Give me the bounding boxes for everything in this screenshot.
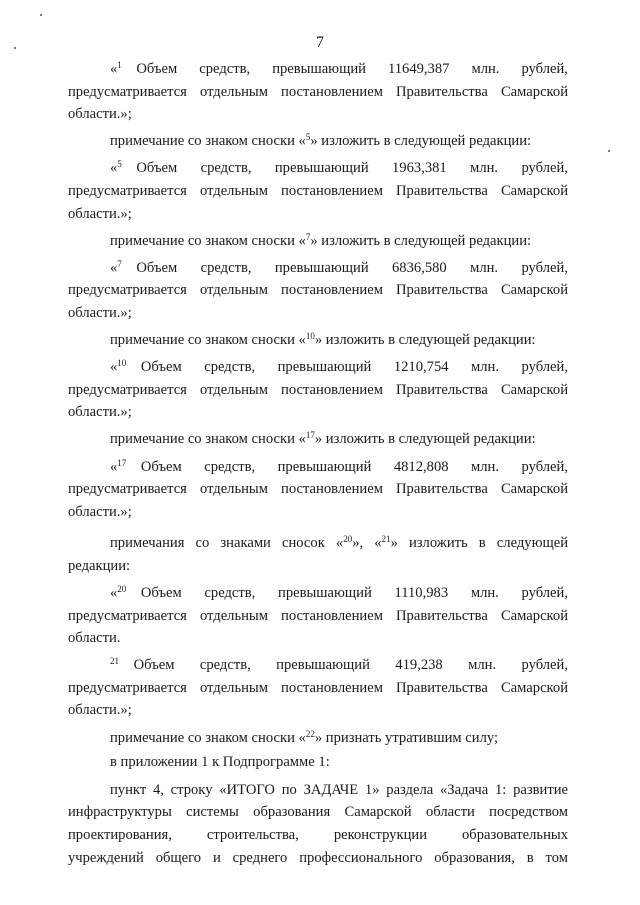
footnote-first-line xyxy=(68,356,568,379)
footnote-word: 419,238 xyxy=(395,657,443,674)
footnote-line-2: предусматривается отдельным постановлением Правительства Самарской xyxy=(68,481,568,498)
instruction-line: примечание со знаком сноски «$^{10}$» изложить в следующей редакции: xyxy=(110,331,536,349)
footnote-word-first: «$^7$ Объем xyxy=(110,258,178,276)
footnote-word: средств, xyxy=(200,160,252,177)
footnote-word: млн. xyxy=(471,359,500,376)
instruction-line: примечание со знаком сноски «$^{17}$» изложить в следующей редакции: xyxy=(110,430,536,448)
footnote-word: 6836,580 xyxy=(392,259,447,276)
footnote-marker: 10 xyxy=(305,331,315,342)
footnote-line-2: предусматривается отдельным постановлением Правительства Самарской xyxy=(68,83,568,100)
footnote-marker: 7 xyxy=(305,231,311,242)
footnote-line-3: области.»; xyxy=(68,304,132,321)
footnote-text xyxy=(68,58,568,126)
footnote-word: 1963,381 xyxy=(392,160,447,177)
footnote-text xyxy=(68,157,568,225)
footnote-text xyxy=(68,456,568,524)
footnote-word: превышающий xyxy=(277,458,372,475)
footnote-marker: 20 xyxy=(117,583,127,594)
footnote-marker: 7 xyxy=(117,258,122,269)
footnote-line-2: предусматривается отдельным постановлением Правительства Самарской xyxy=(68,282,568,299)
footnote-word: превышающий xyxy=(276,657,370,674)
footnote-word: рублей, xyxy=(521,584,568,601)
footnote-line-3: области.»; xyxy=(68,404,132,421)
footnote-line-2: предусматривается отдельным постановлением Правительства Самарской xyxy=(68,381,568,398)
instruction-notes-20-21-cont: редакции: xyxy=(68,557,131,574)
footnote-word: средств, xyxy=(204,458,256,475)
footnote-line-3: области. xyxy=(68,630,121,647)
footnote-line-2: предусматривается отдельным постановлением Правительства Самарской xyxy=(68,182,568,199)
footnote-line-3: области.»; xyxy=(68,205,132,222)
footnote-line-3: области.»; xyxy=(68,106,132,123)
footnote-marker: 10 xyxy=(117,358,127,369)
footnote-word: средств, xyxy=(204,584,256,601)
final-line-4: учреждений общего и среднего профессионального образования, в том xyxy=(68,849,568,866)
footnote-line-2: предусматривается отдельным постановлением Правительства Самарской xyxy=(68,607,568,624)
footnote-word: млн. xyxy=(471,61,500,77)
instruction-line: примечание со знаком сноски «$^7$» изложить в следующей редакции: xyxy=(110,231,532,249)
footnote-line-3: области.»; xyxy=(68,702,132,719)
footnote-word: млн. xyxy=(470,259,499,276)
footnote-word: превышающий xyxy=(278,584,372,601)
footnote-word: рублей, xyxy=(521,259,568,276)
footnote-word: рублей, xyxy=(521,61,568,77)
footnote-word-first: «$^{20}$ Объем xyxy=(110,583,182,601)
page-number: 7 xyxy=(316,34,324,51)
footnote-word: средств, xyxy=(199,657,251,674)
footnote-word: превышающий xyxy=(274,259,369,276)
instruction-note-22: примечание со знаком сноски «$^{22}$» признать утратившим силу; xyxy=(110,728,499,746)
footnote-word: превышающий xyxy=(272,61,366,77)
footnote-first-line xyxy=(68,456,568,479)
footnote-21 xyxy=(68,654,568,722)
footnote-word: превышающий xyxy=(274,160,369,177)
footnote-marker: 1 xyxy=(117,60,122,70)
final-paragraph xyxy=(68,779,568,869)
footnote-word: рублей, xyxy=(521,160,568,177)
footnote-word: превышающий xyxy=(277,359,372,376)
footnote-word: средств, xyxy=(199,61,251,77)
footnote-word: 11649,387 xyxy=(387,61,450,77)
footnote-word: 4812,808 xyxy=(393,458,449,475)
footnote-word-first: «$^1$ Объем xyxy=(110,60,178,77)
appendix-line: в приложении 1 к Подпрограмме 1: xyxy=(110,754,330,771)
footnote-marker: 5 xyxy=(117,159,122,170)
footnote-first-line xyxy=(68,582,568,605)
footnote-first-line xyxy=(68,654,568,677)
footnote-word: млн. xyxy=(470,584,499,601)
footnote-marker: 21 xyxy=(110,656,119,667)
footnote-text xyxy=(68,356,568,424)
footnote-first-line xyxy=(68,257,568,280)
footnote-word: средств, xyxy=(200,259,252,276)
footnote-word-first: $^{21}$ Объем xyxy=(110,656,175,674)
footnote-word: рублей, xyxy=(521,657,568,674)
document-body xyxy=(68,58,568,869)
instruction-line: примечание со знаком сноски «$^5$» изложить в следующей редакции: xyxy=(110,132,532,150)
footnote-word-first: «$^{17}$ Объем xyxy=(110,457,182,475)
final-line-2: инфраструктуры системы образования Самарской области посредством xyxy=(68,804,568,821)
footnote-first-line xyxy=(68,58,568,81)
footnote-word: млн. xyxy=(471,458,500,475)
footnote-line-3: области.»; xyxy=(68,503,132,520)
footnote-word-first: «$^5$ Объем xyxy=(110,159,178,177)
final-line-3: проектирования, строительства, реконструкции образовательных xyxy=(68,826,568,843)
footnote-line-2: предусматривается отдельным постановлением Правительства Самарской xyxy=(68,679,568,696)
scan-speck xyxy=(40,14,42,16)
footnote-first-line xyxy=(68,157,568,180)
footnote-word: 1210,754 xyxy=(393,359,449,376)
footnote-text xyxy=(68,582,568,650)
footnote-marker: 17 xyxy=(117,457,127,468)
footnote-text xyxy=(68,654,568,722)
footnote-20 xyxy=(68,582,568,650)
notes-list xyxy=(68,58,568,523)
footnote-word: рублей, xyxy=(521,359,568,376)
footnote-marker: 17 xyxy=(305,430,315,441)
footnote-word: млн. xyxy=(468,657,497,674)
footnote-text xyxy=(68,257,568,325)
instruction-notes-20-21: примечания со знаками сносок «$^{20}$», «$^{21}$» изложить в следующей xyxy=(110,534,569,552)
footnote-word: рублей, xyxy=(521,458,568,475)
footnote-word-first: «$^{10}$ Объем xyxy=(110,358,182,376)
scan-speck xyxy=(608,150,610,152)
footnote-marker: 5 xyxy=(305,132,311,143)
footnote-word: млн. xyxy=(470,160,499,177)
final-line-1: пункт 4, строку «ИТОГО по ЗАДАЧЕ 1» раздела «Задача 1: развитие xyxy=(110,781,568,798)
footnote-word: 1110,983 xyxy=(394,584,449,601)
footnote-word: средств, xyxy=(204,359,256,376)
